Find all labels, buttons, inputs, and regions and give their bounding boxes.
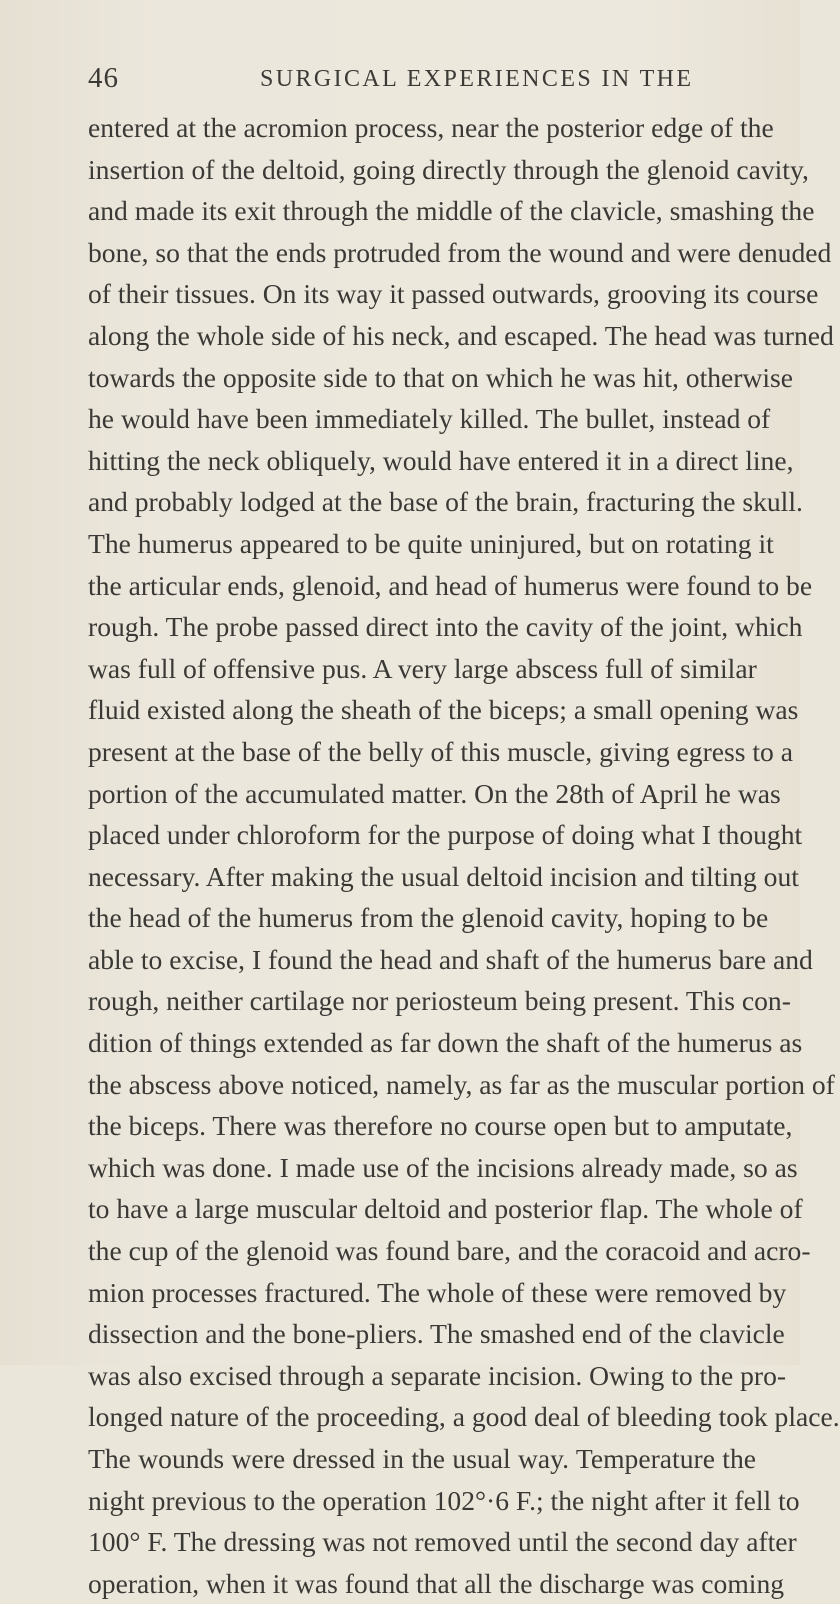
text-line: fluid existed along the sheath of the biceps; a small opening was (88, 694, 799, 726)
text-line: longed nature of the proceeding, a good deal of bleeding took place. (88, 1401, 840, 1433)
text-line: operation, when it was found that all the discharge was coming (88, 1567, 785, 1599)
page-number: 46 (88, 62, 119, 94)
text-line: he would have been immediately killed. The bullet, instead of (88, 403, 771, 435)
text-line: the cup of the glenoid was found bare, and the coracoid and acro- (88, 1235, 811, 1267)
text-line: which was done. I made use of the incisions already made, so as (88, 1151, 798, 1183)
text-line: the articular ends, glenoid, and head of humerus were found to be (88, 569, 813, 601)
text-line: mion processes fractured. The whole of these were removed by (88, 1276, 787, 1308)
text-line: the biceps. There was therefore no course open but to amputate, (88, 1110, 793, 1142)
text-line: 100° F. The dressing was not removed until the second day after (88, 1526, 797, 1558)
text-line: dissection and the bone-pliers. The smashed end of the clavicle (88, 1318, 785, 1350)
text-line: to have a large muscular deltoid and posterior flap. The whole of (88, 1193, 803, 1225)
text-line: of their tissues. On its way it passed outwards, grooving its course (88, 278, 819, 310)
text-line: and probably lodged at the base of the brain, fracturing the skull. (88, 486, 803, 518)
text-line: rough. The probe passed direct into the cavity of the joint, which (88, 611, 803, 643)
text-line: entered at the acromion process, near the posterior edge of the (88, 112, 774, 143)
text-line: along the whole side of his neck, and escaped. The head was turned (88, 319, 834, 351)
text-line: The wounds were dressed in the usual way. Temperature the (88, 1443, 756, 1474)
text-line: was also excised through a separate incision. Owing to the pro- (88, 1359, 787, 1391)
text-line: bone, so that the ends protruded from the wound and were denuded (88, 236, 832, 268)
text-line: was full of offensive pus. A very large abscess full of similar (88, 652, 757, 684)
text-line: The humerus appeared to be quite uninjured, but on rotating it (88, 527, 774, 559)
text-line: rough, neither cartilage nor periosteum being present. This con- (88, 985, 791, 1017)
text-line: and made its exit through the middle of the clavicle, smashing the (88, 195, 815, 227)
running-head: SURGICAL EXPERIENCES IN THE (260, 66, 694, 92)
text-line: insertion of the deltoid, going directly through the glenoid cavity, (88, 153, 809, 185)
text-line: hitting the neck obliquely, would have entered it in a direct line, (88, 444, 794, 476)
body-text (88, 107, 840, 1604)
text-line: night previous to the operation 102°·6 F.; the night after it fell to (88, 1484, 800, 1516)
text-line: portion of the accumulated matter. On the 28th of April he was (88, 777, 781, 809)
text-line: present at the base of the belly of this muscle, giving egress to a (88, 735, 793, 767)
text-line: necessary. After making the usual deltoid incision and tilting out (88, 860, 799, 892)
page-header (88, 62, 755, 98)
text-line: dition of things extended as far down the shaft of the humerus as (88, 1027, 803, 1059)
text-line: able to excise, I found the head and shaft of the humerus bare and (88, 943, 813, 975)
text-line: the head of the humerus from the glenoid cavity, hoping to be (88, 902, 769, 934)
text-line: placed under chloroform for the purpose of doing what I thought (88, 819, 803, 851)
text-line: towards the opposite side to that on which he was hit, otherwise (88, 361, 794, 393)
text-line: the abscess above noticed, namely, as far as the muscular portion of (88, 1068, 835, 1100)
